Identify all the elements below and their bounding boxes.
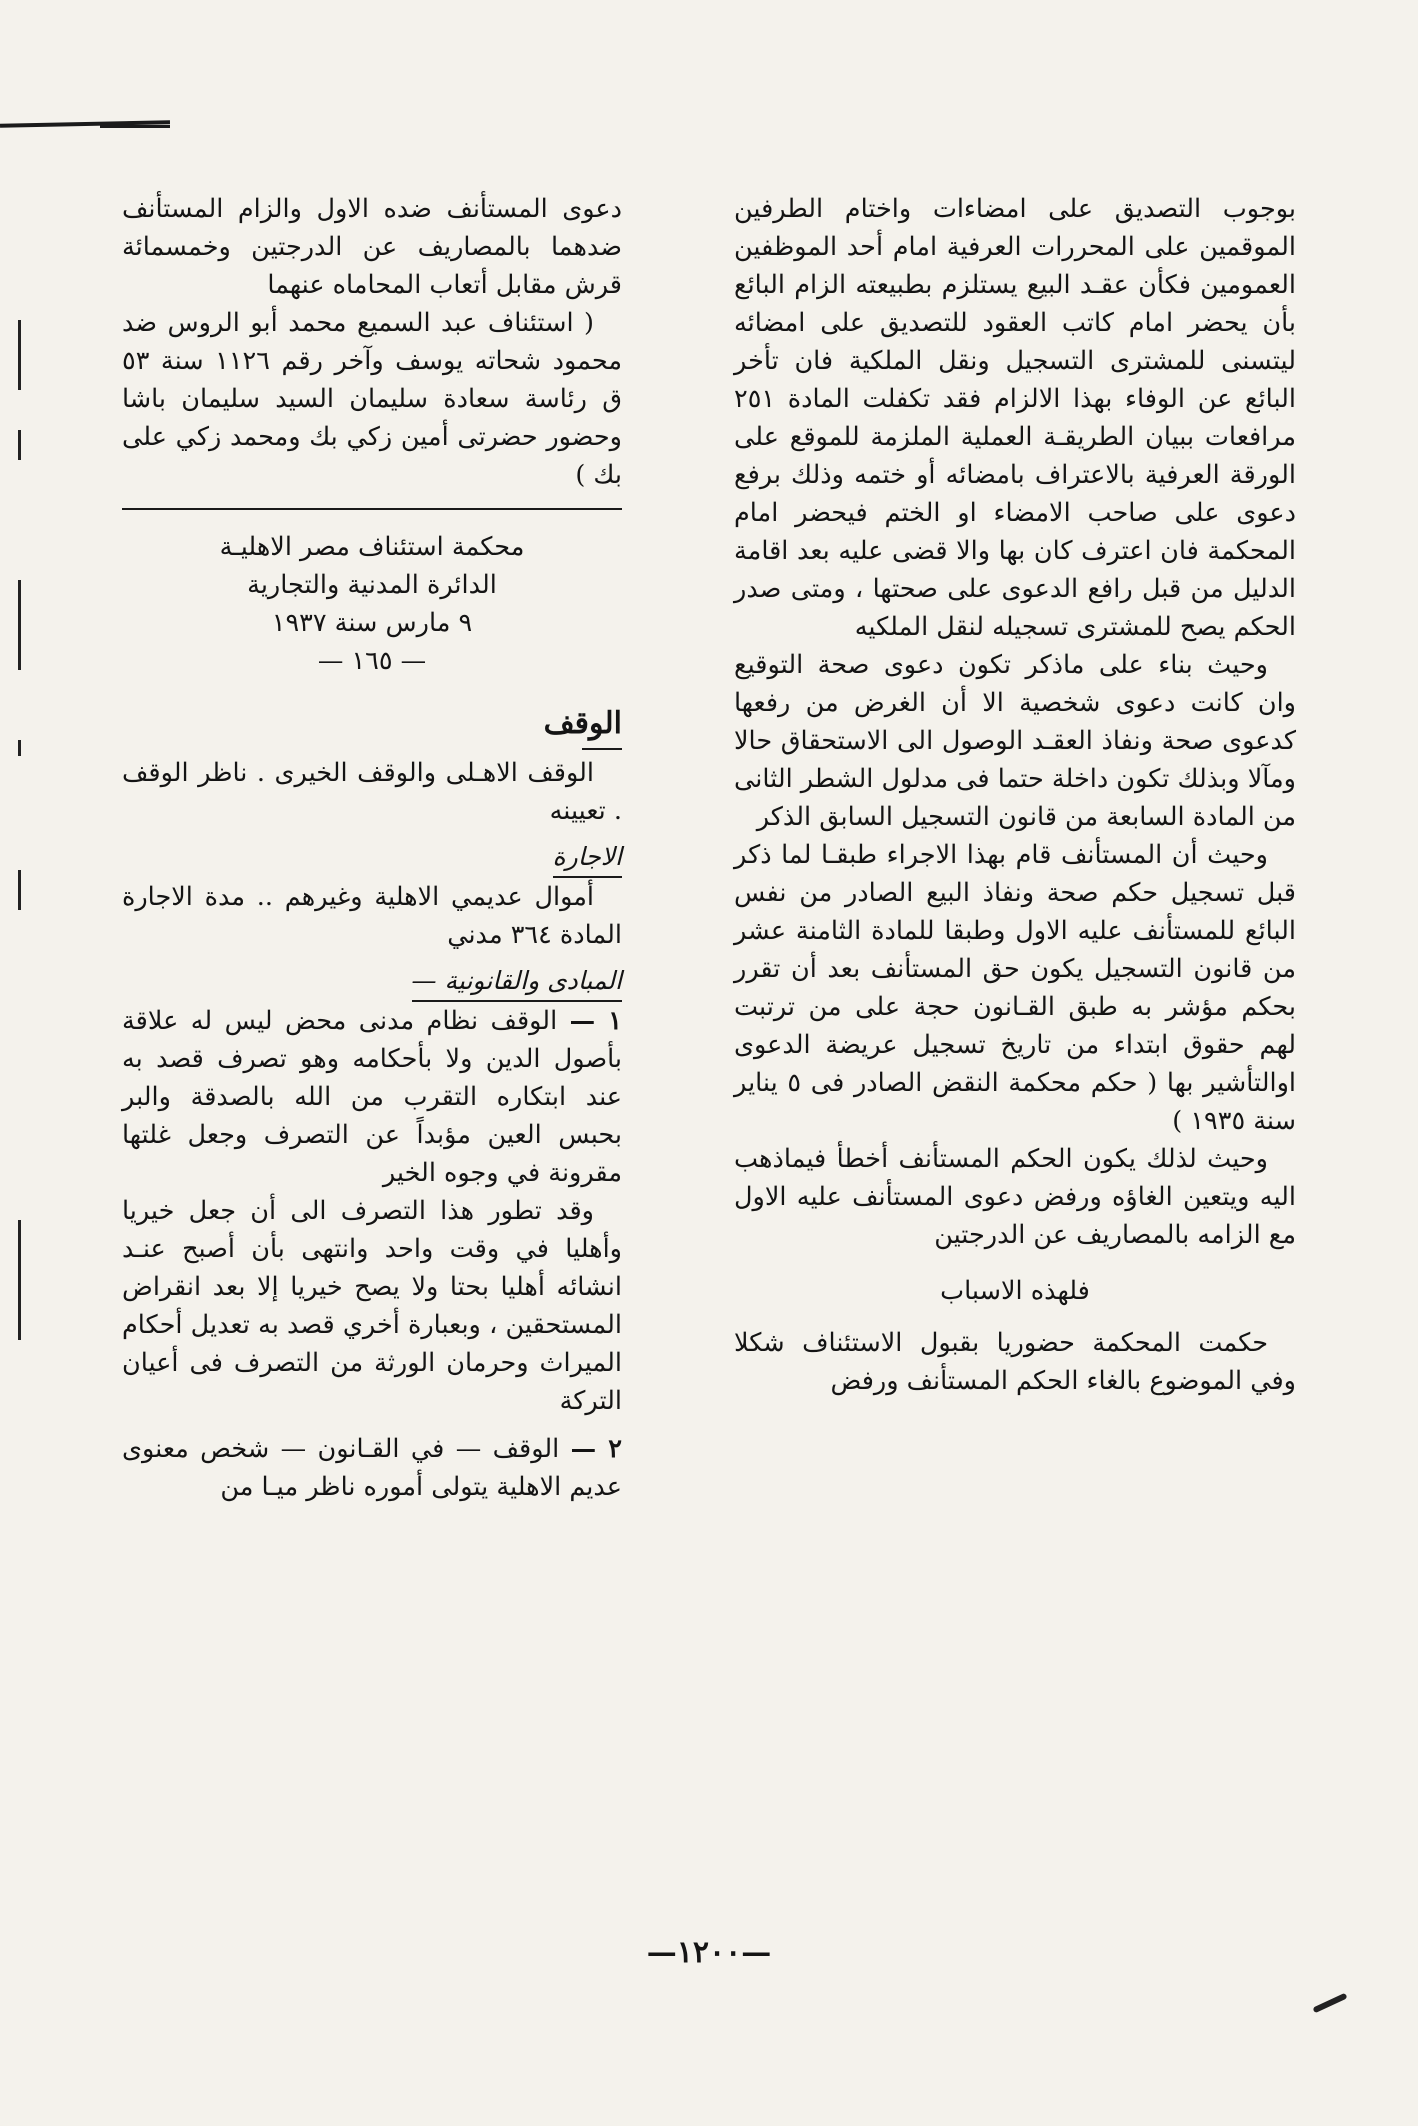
court-name: محكمة استئناف مصر الاهليـة bbox=[219, 532, 525, 562]
paragraph: وحيث بناء على ماذكر تكون دعوى صحة التوقيع وان كانت دعوى شخصية الا أن الغرض من رفعها كدعوى صحة ونفاذ العقـد الوصول الى الاستحقاق حالا ومآلا وبذلك تكون داخلة حتما فى مدلول الشطر الثانى من المادة السابعة من قانون التسجيل السابق الذكر bbox=[734, 650, 1296, 832]
court-date: ٩ مارس سنة ١٩٣٧ bbox=[271, 608, 473, 638]
principle-number: ١ — bbox=[569, 1006, 622, 1036]
topic-heading-waqf: الوقف bbox=[543, 706, 622, 741]
case-citation: ( استئناف عبد السميع محمد أبو الروس ضد محمود شحاته يوسف وآخر رقم ١١٢٦ سنة ٥٣ ق رئاسة سعادة سليمان السيد سليمان باشا وحضور حضرتى أمين زكي بك ومحمد زكي على بك ) bbox=[122, 308, 622, 490]
topic-heading-principles: المبادى والقانونية — bbox=[412, 962, 622, 1002]
principle-text: الوقف نظام مدنى محض ليس له علاقة بأصول الدين ولا بأحكامه وهو تصرف قصد به عند ابتكاره التقرب من الله بالصدقة والبر بحبس العين مؤبداً عن التصرف وجعل غلتها مقرونة في وجوه الخير bbox=[122, 1006, 622, 1188]
principle-text: الوقف — في القـانون — شخص معنوى عديم الاهلية يتولى أموره ناظر ميـا من bbox=[122, 1434, 622, 1502]
paragraph: دعوى المستأنف ضده الاول والزام المستأنف ضدهما بالمصاريف عن الدرجتين وخمسمائة قرش مقابل أتعاب المحاماه عنهما bbox=[122, 194, 622, 300]
court-division: الدائرة المدنية والتجارية bbox=[247, 570, 497, 600]
principle-continuation: وقد تطور هذا التصرف الى أن جعل خيريا وأهليا في وقت واحد وانتهى بأن أصبح عنـد انشائه أهليا بحتا ولا يصح خيريا إلا بعد انقراض المستحقين ، وبعبارة أخري قصد به تعديل أحكام الميراث وحرمان الورثة من التصرف فى أعيان التركة bbox=[122, 1196, 622, 1416]
principle-1 bbox=[122, 1002, 622, 1192]
divider bbox=[122, 508, 622, 510]
section-heading: فلهذه الاسباب bbox=[940, 1276, 1090, 1306]
paragraph: وحيث أن المستأنف قام بهذا الاجراء طبقـا لما ذكر قبل تسجيل حكم صحة ونفاذ البيع الصادر من نفس البائع للمستأنف عليه الاول وطبقا للمادة الثامنة عشر من قانون التسجيل يكون حق المستأنف بعد أن تقرر بحكم مؤشر به طبق القـانون حجة على من ترتبت لهم حقوق ابتداء من تاريخ تسجيل عريضة الدعوى اوالتأشير بها ( حكم محكمة النقض الصادر فى ٥ يناير سنة ١٩٣٥ ) bbox=[734, 840, 1296, 1136]
divider bbox=[582, 748, 622, 750]
scan-corner-mark bbox=[1312, 1993, 1347, 2014]
keywords: أموال عديمي الاهلية وغيرهم .. مدة الاجارة المادة ٣٦٤ مدني bbox=[122, 882, 622, 950]
paragraph: بوجوب التصديق على امضاءات واختام الطرفين الموقمين على المحررات العرفية امام أحد الموظفين العمومين فكأن عقـد البيع يستلزم بطبيعته الزام البائع بأن يحضر امام كاتب العقود للتصديق على امضائه ليتسنى للمشترى التسجيل ونقل الملكية فان تأخر البائع عن الوفاء بهذا الالزام فقد تكفلت المادة ٢٥١ مرافعات ببيان الطريقـة العملية الملزمة للموقع على الورقة العرفية بالاعتراف بامضائه أو ختمه وذلك برفع دعوى على صاحب الامضاء او الختم فيحضر امام المحكمة فان اعترف كان بها والا قضى عليه بعد اقامة الدليل من قبل رافع الدعوى على صحتها ، ومتى صدر الحكم يصح للمشترى تسجيله لنقل الملكيه bbox=[734, 194, 1296, 642]
right-column bbox=[734, 190, 1296, 1400]
paragraph: وحيث لذلك يكون الحكم المستأنف أخطأ فيماذهب اليه ويتعين الغاؤه ورفض دعوى المستأنف عليه الاول مع الزامه بالمصاريف عن الدرجتين bbox=[734, 1144, 1296, 1250]
paragraph: حكمت المحكمة حضوريا بقبول الاستئناف شكلا وفي الموضوع بالغاء الحكم المستأنف ورفض bbox=[734, 1328, 1296, 1396]
left-column bbox=[122, 190, 622, 1506]
scan-border-mark bbox=[100, 125, 170, 128]
topic-heading-ijara: الاجارة bbox=[553, 838, 622, 878]
keywords: الوقف الاهـلى والوقف الخيرى . ناظر الوقف . تعيينه bbox=[122, 758, 622, 826]
scan-margin-marks bbox=[14, 320, 28, 1460]
principle-number: ٢ — bbox=[570, 1434, 622, 1464]
page-number: —١٢٠٠— bbox=[646, 1935, 772, 1970]
case-number: — ١٦٥ — bbox=[317, 646, 427, 676]
principle-2 bbox=[122, 1430, 622, 1506]
